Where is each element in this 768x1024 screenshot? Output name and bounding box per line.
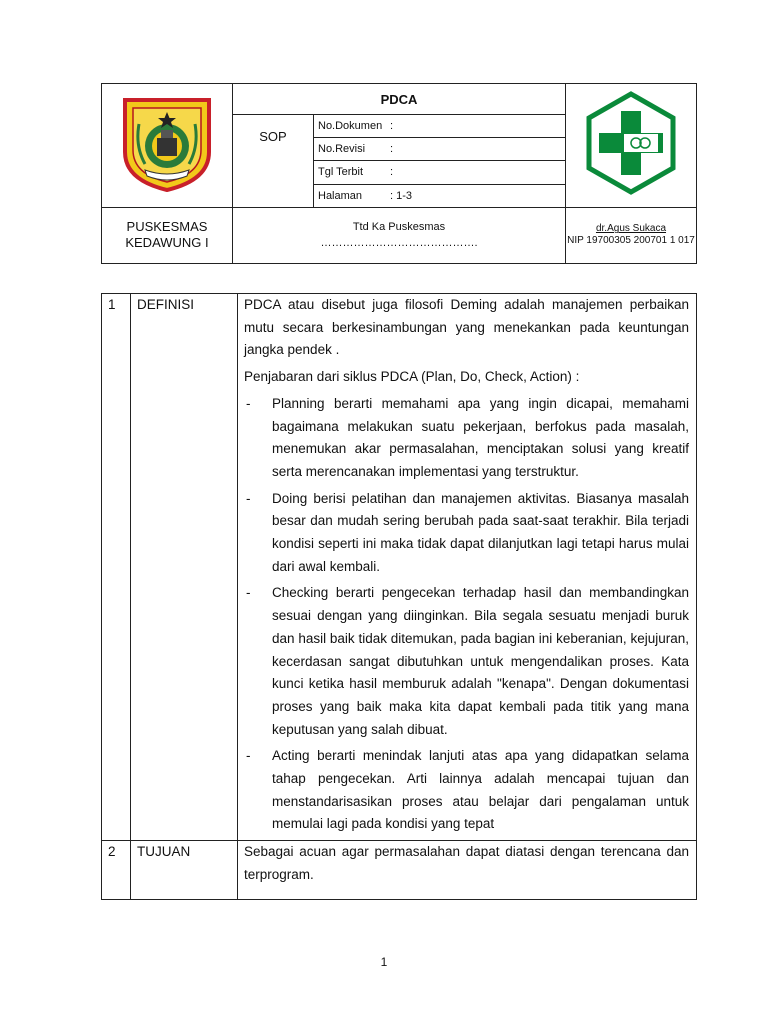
document-title: PDCA — [233, 84, 566, 115]
paragraph: Penjabaran dari siklus PDCA (Plan, Do, Check, Action) : — [244, 369, 580, 385]
sop-content-table — [101, 293, 697, 900]
meta-page: Halaman : 1-3 — [314, 184, 566, 207]
head-of-puskesmas — [566, 207, 697, 263]
section-row-tujuan — [102, 841, 697, 899]
list-item: - Planning berarti memahami apa yang ingin dicapai, memahami bagaimana melakukan suatu pekerjaan, berfokus pada masalah, menemukan akar permasalahan, menciptakan solusi yang kreatif serta merencanakan implementasi yang terstruktur. — [246, 395, 689, 479]
section-label: DEFINISI — [131, 294, 238, 841]
section-row-definisi — [102, 294, 697, 841]
sop-label: SOP — [233, 115, 314, 208]
right-logo-cell — [566, 84, 697, 208]
paragraph: PDCA atau disebut juga filosofi Deming adalah manajemen perbaikan mutu secara berkesinambungan yang menekankan pada keuntungan jangka pendek . — [244, 297, 689, 358]
meta-revision: No.Revisi : — [314, 138, 566, 161]
paragraph: Sebagai acuan agar permasalahan dapat diatasi dengan terencana dan terprogram. — [244, 844, 689, 882]
doctor-nip: NIP 19700305 200701 1 017 — [567, 235, 695, 247]
document-header — [101, 83, 697, 264]
doctor-name: dr.Agus Sukaca — [595, 223, 667, 235]
meta-issue-date: Tgl Terbit : — [314, 161, 566, 184]
left-logo-cell — [102, 84, 233, 208]
list-item: - Checking berarti pengecekan terhadap hasil dan membandingkan sesuai dengan yang diinginkan. Bila segala sesuatu menjadi buruk dan hasil baik tidak ditemukan, pada bagian ini keberanian, kejujuran, kecerdasan sangat dibutuhkan untuk mengendalikan proses. Kata kunci ketika hasil memburuk adalah "kenapa". Dengan dokumentasi proses yang baik maka kita dapat kembali pada titik yang mana keputusan yang salah dibuat. — [246, 585, 689, 737]
meta-document-number: No.Dokumen : — [314, 115, 566, 138]
section-text — [238, 841, 697, 899]
signature-label: Ttd Ka Puskesmas — [352, 221, 446, 234]
section-label: TUJUAN — [131, 841, 238, 899]
list-item: - Doing berisi pelatihan dan manajemen aktivitas. Biasanya masalah besar dan mudah sering berubah pada saat-saat terakhir. Bila terjadi kondisi seperti ini maka tidak dapat dilanjutkan lagi tetapi harus mulai dari awal kembali. — [246, 490, 689, 574]
section-number: 1 — [102, 294, 131, 841]
page-number: 1 — [380, 955, 388, 969]
regional-emblem-icon — [121, 94, 213, 192]
organization-name: PUSKESMAS KEDAWUNG I — [102, 207, 233, 263]
puskesmas-logo-icon — [584, 91, 678, 195]
signature-block — [233, 207, 566, 263]
list-item: - Acting berarti menindak lanjuti atas apa yang didapatkan selama tahap pengecekan. Arti lainnya adalah mencapai tujuan dan menstandarisasikan proses atau belajar dari pengalaman untuk memulai lagi pada kondisi yang tepat — [246, 748, 689, 832]
section-text — [238, 294, 697, 841]
signature-line: ……………………………………. — [320, 237, 478, 250]
section-number: 2 — [102, 841, 131, 899]
